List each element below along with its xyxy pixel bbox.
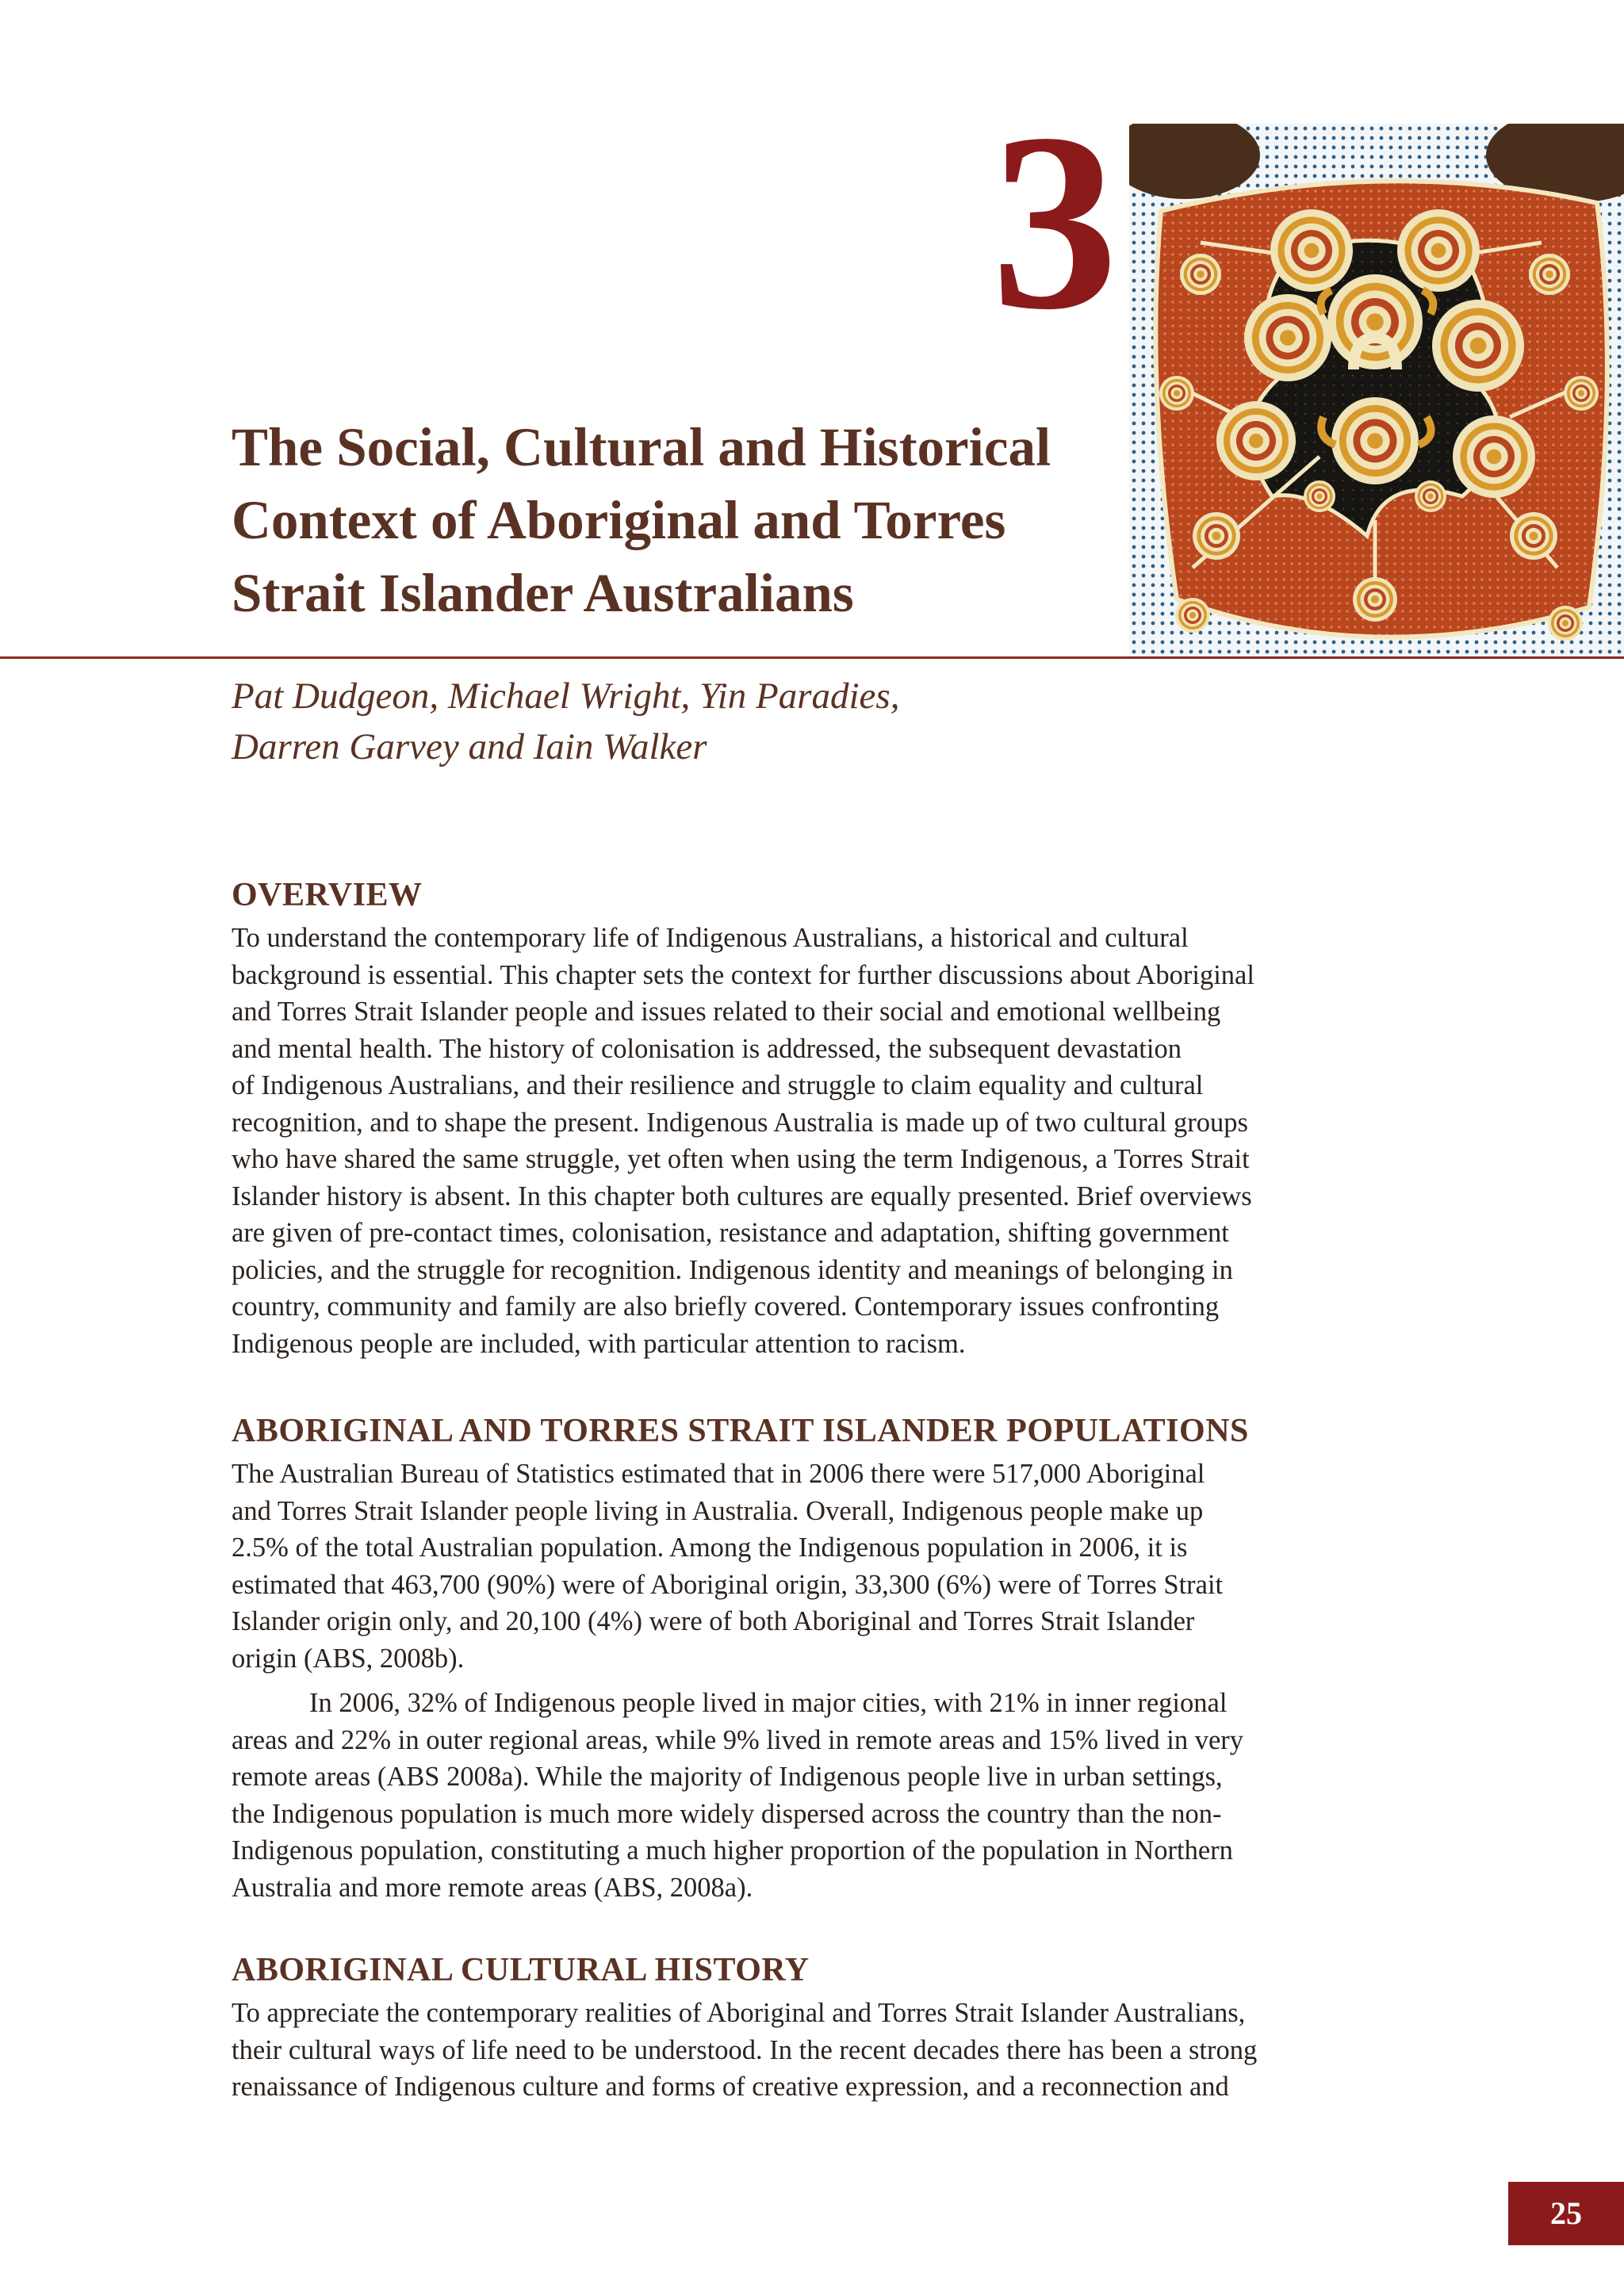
concentric-ring: [1371, 595, 1379, 603]
section-overview: [232, 871, 1389, 1362]
text-line: and mental health. The history of colonisation is addressed, the subsequent devastation: [232, 1033, 1182, 1064]
title-divider: [0, 656, 1624, 659]
text-line: country, community and family are also briefly covered. Contemporary issues confronting: [232, 1292, 1220, 1322]
text-line: recognition, and to shape the present. Indigenous Australia is made up of two cultural groups: [232, 1107, 1248, 1138]
concentric-ring: [1280, 330, 1296, 346]
section-heading: ABORIGINAL AND TORRES STRAIT ISLANDER POPULATIONS: [232, 1413, 1249, 1449]
concentric-ring: [1545, 270, 1553, 277]
concentric-ring: [1530, 532, 1538, 541]
paragraph: [232, 1456, 1389, 1677]
section-heading: OVERVIEW: [232, 877, 423, 913]
text-line: Islander history is absent. In this chapter both cultures are equally presented. Brief overviews: [232, 1181, 1252, 1211]
section-cultural-history: [232, 1946, 1389, 2106]
concentric-ring: [1212, 532, 1221, 541]
dot-painting-artwork: [1129, 124, 1624, 656]
text-line: are given of pre-contact times, colonisation, resistance and adaptation, shifting government: [232, 1218, 1229, 1248]
text-line: and Torres Strait Islander people and issues related to their social and emotional wellbeing: [232, 997, 1221, 1027]
chapter-number: 3: [991, 82, 1118, 362]
text-line: of Indigenous Australians, and their resilience and struggle to claim equality and cultural: [232, 1070, 1204, 1100]
concentric-ring: [1249, 434, 1263, 448]
text-line: their cultural ways of life need to be understood. In the recent decades there has been a strong: [232, 2034, 1258, 2065]
paragraph: [232, 1685, 1389, 1906]
text-line: who have shared the same struggle, yet often when using the term Indigenous, a Torres Strait: [232, 1144, 1250, 1174]
text-line: areas and 22% in outer regional areas, while 9% lived in remote areas and 15% lived in very: [232, 1724, 1244, 1755]
chapter-title-line: The Social, Cultural and Historical: [232, 417, 1051, 477]
paragraph: [232, 920, 1389, 1362]
author-line: Darren Garvey and Iain Walker: [232, 726, 707, 767]
section-heading: ABORIGINAL CULTURAL HISTORY: [232, 1952, 810, 1988]
text-line: renaissance of Indigenous culture and forms of creative expression, and a reconnection and: [232, 2072, 1229, 2102]
chapter-title-line: Strait Islander Australians: [232, 563, 854, 623]
concentric-ring: [1316, 493, 1322, 499]
text-line: remote areas (ABS 2008a). While the majority of Indigenous people live in urban settings,: [232, 1762, 1223, 1792]
concentric-ring: [1189, 612, 1196, 618]
concentric-ring: [1197, 270, 1204, 277]
paragraph: [232, 1995, 1389, 2106]
text-line: In 2006, 32% of Indigenous people lived in major cities, with 21% in inner regional: [309, 1688, 1228, 1718]
text-line: the Indigenous population is much more widely dispersed across the country than the non-: [232, 1798, 1222, 1829]
concentric-ring: [1562, 620, 1568, 626]
concentric-ring: [1578, 390, 1584, 396]
text-line: and Torres Strait Islander people living in Australia. Overall, Indigenous people make up: [232, 1495, 1204, 1526]
concentric-ring: [1470, 338, 1487, 354]
text-line: origin (ABS, 2008b).: [232, 1643, 465, 1674]
concentric-ring: [1174, 390, 1180, 396]
concentric-ring: [1366, 313, 1384, 331]
section-populations: [232, 1406, 1389, 1906]
concentric-ring: [1304, 243, 1320, 258]
text-line: background is essential. This chapter sets the context for further discussions about Aboriginal: [232, 959, 1254, 990]
text-line: policies, and the struggle for recognition. Indigenous identity and meanings of belonging in: [232, 1254, 1233, 1285]
text-line: Indigenous population, constituting a much higher proportion of the population in Northern: [232, 1835, 1233, 1866]
concentric-ring: [1367, 433, 1383, 449]
text-line: Islander origin only, and 20,100 (4%) were of both Aboriginal and Torres Strait Islander: [232, 1606, 1195, 1636]
page-number: 25: [1508, 2182, 1624, 2245]
text-line: estimated that 463,700 (90%) were of Aboriginal origin, 33,300 (6%) were of Torres Strait: [232, 1569, 1224, 1600]
text-line: To appreciate the contemporary realities of Aboriginal and Torres Strait Islander Australians,: [232, 1998, 1246, 2028]
text-line: Indigenous people are included, with particular attention to racism.: [232, 1328, 966, 1359]
chapter-title: [232, 411, 1120, 629]
text-line: To understand the contemporary life of Indigenous Australians, a historical and cultural: [232, 923, 1189, 953]
concentric-ring: [1487, 450, 1502, 465]
text-line: Australia and more remote areas (ABS, 2008a).: [232, 1872, 753, 1903]
text-line: 2.5% of the total Australian population. Among the Indigenous population in 2006, it is: [232, 1533, 1188, 1563]
concentric-ring: [1431, 243, 1446, 258]
concentric-ring: [1427, 493, 1433, 499]
chapter-title-line: Context of Aboriginal and Torres: [232, 490, 1006, 550]
text-line: The Australian Bureau of Statistics estimated that in 2006 there were 517,000 Aboriginal: [232, 1459, 1205, 1489]
author-list: [232, 671, 1262, 772]
author-line: Pat Dudgeon, Michael Wright, Yin Paradies,: [232, 675, 900, 717]
